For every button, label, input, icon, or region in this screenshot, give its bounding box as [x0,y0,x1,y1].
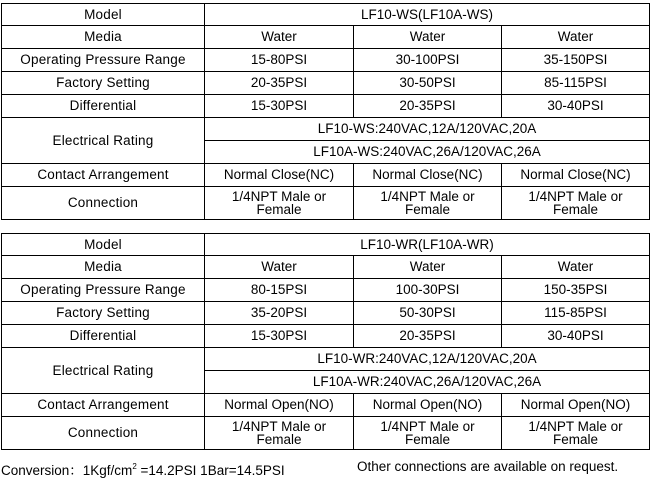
connection-line: 1/4NPT Male or [380,419,475,434]
connection-line: Female [553,202,599,217]
label-electrical-rating: Electrical Rating [2,118,205,164]
contact-cell: Normal Open(NO) [354,394,502,417]
connection-cell [502,187,650,220]
connection-line: 1/4NPT Male or [380,189,475,204]
label-media: Media [2,256,205,279]
label-differential: Differential [2,325,205,348]
row-pressure-range [2,49,650,72]
media-cell: Water [205,26,354,49]
row-factory-setting [2,302,650,325]
spec-table-ws [1,3,650,220]
connection-line: Female [552,432,598,447]
connection-line: 1/4NPT Male or [231,419,327,434]
connection-cell [354,417,502,450]
diff-cell: 30-40PSI [502,95,650,118]
row-differential [2,325,650,348]
row-contact-arrangement [2,394,650,417]
connection-cell [205,187,354,220]
factory-cell: 30-50PSI [354,72,502,95]
row-media [2,256,650,279]
connection-line: Female [256,202,302,217]
electrical-cell: LF10-WR:240VAC,12A/120VAC,20A [205,348,650,371]
factory-cell: 115-85PSI [502,302,650,325]
row-differential [2,95,650,118]
row-connection [2,417,650,450]
factory-cell: 50-30PSI [354,302,502,325]
model-value: LF10-WS(LF10A-WS) [205,4,650,26]
label-contact-arrangement: Contact Arrangement [2,164,205,187]
model-value: LF10-WR(LF10A-WR) [205,234,650,256]
row-factory-setting [2,72,650,95]
label-model: Model [2,234,205,256]
media-cell: Water [205,256,354,279]
diff-cell: 20-35PSI [354,95,502,118]
factory-cell: 85-115PSI [502,72,650,95]
factory-cell: 20-35PSI [205,72,354,95]
conversion-note [1,459,285,479]
media-cell: Water [354,26,502,49]
label-connection: Connection [2,187,205,220]
label-electrical-rating: Electrical Rating [2,348,205,394]
row-model [2,4,650,26]
contact-cell: Normal Close(NC) [354,164,502,187]
contact-cell: Normal Close(NC) [502,164,650,187]
connection-line: Female [404,202,450,217]
media-cell: Water [354,256,502,279]
label-factory-setting: Factory Setting [2,72,205,95]
factory-cell: 35-20PSI [205,302,354,325]
pressure-cell: 80-15PSI [205,279,354,302]
conversion-suffix: =14.2PSI 1Bar=14.5PSI [136,463,285,478]
diff-cell: 30-40PSI [502,325,650,348]
label-contact-arrangement: Contact Arrangement [2,394,205,417]
row-connection [2,187,650,220]
electrical-cell: LF10A-WS:240VAC,26A/120VAC,26A [205,141,650,164]
row-contact-arrangement [2,164,650,187]
connection-line: 1/4NPT Male or [528,189,623,204]
contact-cell: Normal Open(NO) [205,394,354,417]
connections-note: Other connections are available on request. [357,459,619,474]
row-pressure-range [2,279,650,302]
row-electrical-rating [2,118,650,141]
connection-line: Female [256,432,302,447]
label-media: Media [2,26,205,49]
pressure-cell: 100-30PSI [354,279,502,302]
pressure-cell: 15-80PSI [205,49,354,72]
connection-line: Female [404,432,450,447]
connection-cell [205,417,354,450]
pressure-cell: 30-100PSI [354,49,502,72]
contact-cell: Normal Open(NO) [502,394,650,417]
diff-cell: 15-30PSI [205,325,354,348]
electrical-cell: LF10-WS:240VAC,12A/120VAC,20A [205,118,650,141]
connection-cell [354,187,502,220]
label-differential: Differential [2,95,205,118]
pressure-cell: 35-150PSI [502,49,650,72]
row-electrical-rating [2,348,650,371]
diff-cell: 15-30PSI [205,95,354,118]
connection-cell [502,417,650,450]
pressure-cell: 150-35PSI [502,279,650,302]
label-model: Model [2,4,205,26]
electrical-cell: LF10A-WR:240VAC,26A/120VAC,26A [205,371,650,394]
connection-line: 1/4NPT Male or [231,189,327,204]
label-pressure-range: Operating Pressure Range [2,49,205,72]
media-cell: Water [502,256,650,279]
contact-cell: Normal Close(NC) [205,164,354,187]
media-cell: Water [502,26,650,49]
row-model [2,234,650,256]
label-connection: Connection [2,417,205,450]
diff-cell: 20-35PSI [354,325,502,348]
label-factory-setting: Factory Setting [2,302,205,325]
row-media [2,26,650,49]
label-pressure-range: Operating Pressure Range [2,279,205,302]
connection-line: 1/4NPT Male or [528,419,623,434]
conversion-superscript: 2 [132,462,137,471]
conversion-prefix: Conversion：1Kgf/cm [1,463,133,478]
spec-table-wr [1,233,650,450]
